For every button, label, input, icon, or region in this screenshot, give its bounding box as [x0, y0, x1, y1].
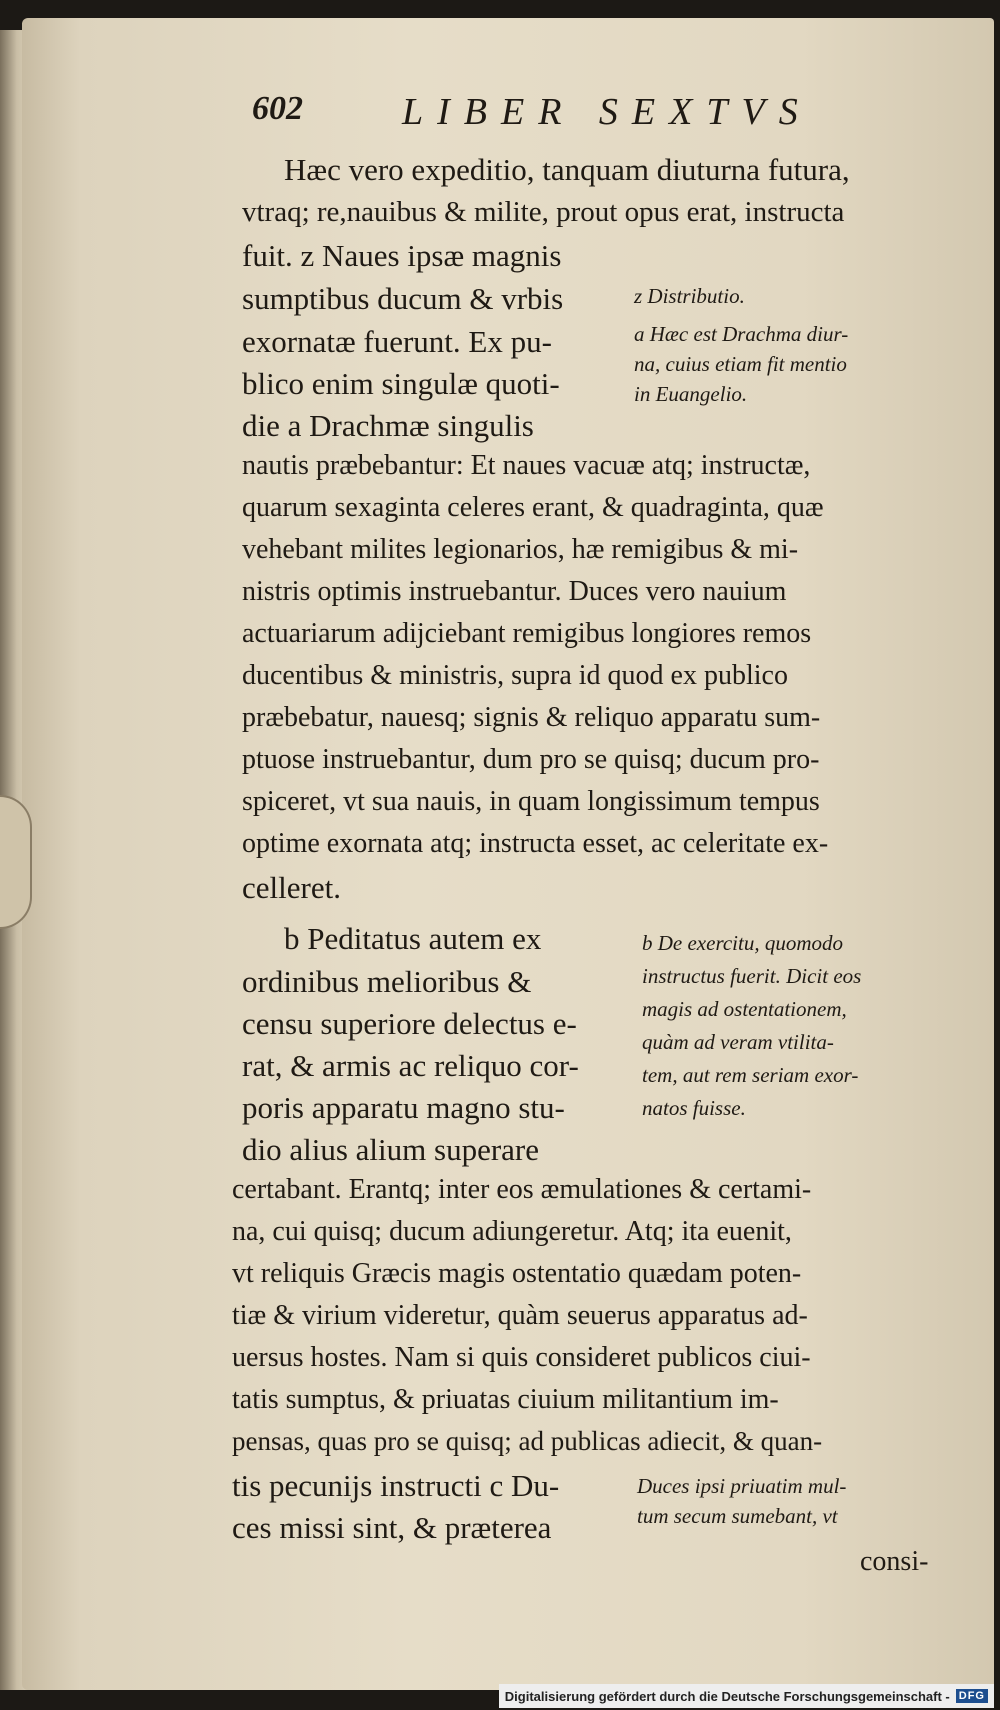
marginal-note: b De exercitu, quomodo — [642, 931, 843, 955]
body-line: vtraq; re,nauibus & milite, prout opus erat, instructa — [242, 196, 845, 228]
body-line: poris apparatu magno stu- — [242, 1090, 565, 1125]
body-line: celleret. — [242, 870, 341, 905]
book-title: LIBER SEXTVS — [402, 91, 812, 133]
book-page — [22, 18, 994, 1690]
body-line: na, cui quisq; ducum adiungeretur. Atq; ita euenit, — [232, 1216, 792, 1247]
body-line: quarum sexaginta celeres erant, & quadraginta, quæ — [242, 492, 824, 523]
book-clasp — [0, 795, 32, 929]
body-line: ces missi sint, & præterea — [232, 1510, 552, 1545]
catchword: consi- — [860, 1546, 929, 1577]
marginal-note: natos fuisse. — [642, 1096, 746, 1120]
body-line: uersus hostes. Nam si quis consideret publicos ciui- — [232, 1342, 811, 1373]
digitization-footer — [499, 1684, 994, 1708]
body-line: b Peditatus autem ex — [284, 921, 542, 956]
body-line: tiæ & virium videretur, quàm seuerus apparatus ad- — [232, 1300, 808, 1331]
body-line: certabant. Erantq; inter eos æmulationes & certami- — [232, 1174, 812, 1205]
marginal-note: quàm ad veram vtilita- — [642, 1030, 834, 1054]
body-line: vt reliquis Græcis magis ostentatio quædam poten- — [232, 1258, 802, 1289]
body-line: sumptibus ducum & vrbis — [242, 281, 564, 316]
marginal-note: Duces ipsi priuatim mul- — [637, 1474, 847, 1498]
footer-text: Digitalisierung gefördert durch die Deutsche Forschungsgemeinschaft - — [504, 1688, 950, 1704]
marginal-note: z Distributio. — [634, 284, 745, 308]
body-line: ptuose instruebantur, dum pro se quisq; ducum pro- — [242, 744, 820, 775]
marginal-note: a Hæc est Drachma diur- — [634, 322, 849, 346]
body-line: censu superiore delectus e- — [242, 1006, 577, 1041]
body-line: ordinibus melioribus & — [242, 964, 532, 999]
body-line: tis pecunijs instructi c Du- — [232, 1468, 560, 1503]
body-line: pensas, quas pro se quisq; ad publicas adiecit, & quan- — [232, 1426, 823, 1456]
marginal-note: tem, aut rem seriam exor- — [642, 1063, 859, 1087]
marginal-note: na, cuius etiam fit mentio — [634, 352, 847, 376]
body-line: ducentibus & ministris, supra id quod ex publico — [242, 660, 788, 691]
body-line: nistris optimis instruebantur. Duces vero nauium — [242, 576, 787, 607]
body-line: rat, & armis ac reliquo cor- — [242, 1048, 579, 1083]
marginal-note: instructus fuerit. Dicit eos — [642, 964, 862, 988]
body-line: blico enim singulæ quoti- — [242, 366, 560, 401]
body-line: tatis sumptus, & priuatas ciuium militantium im- — [232, 1384, 779, 1415]
body-line: nautis præbebantur: Et naues vacuæ atq; instructæ, — [242, 450, 811, 481]
dfg-logo-icon: DFG — [956, 1689, 988, 1703]
body-line: vehebant milites legionarios, hæ remigibus & mi- — [242, 534, 799, 565]
marginal-note: in Euangelio. — [634, 382, 748, 406]
body-line: spiceret, vt sua nauis, in quam longissimum tempus — [242, 786, 820, 817]
body-line: Hæc vero expeditio, tanquam diuturna futura, — [284, 152, 850, 187]
body-line: præbebatur, nauesq; signis & reliquo apparatu sum- — [242, 702, 821, 733]
body-line: fuit. z Naues ipsæ magnis — [242, 238, 562, 273]
marginal-note: magis ad ostentationem, — [642, 997, 847, 1021]
marginal-note: tum secum sumebant, vt — [637, 1504, 838, 1528]
body-line: dio alius alium superare — [242, 1132, 539, 1167]
page-number: 602 — [252, 90, 303, 127]
body-line: actuariarum adijciebant remigibus longiores remos — [242, 618, 812, 649]
body-line: exornatæ fuerunt. Ex pu- — [242, 324, 552, 359]
body-line: die a Drachmæ singulis — [242, 408, 534, 443]
body-line: optime exornata atq; instructa esset, ac celeritate ex- — [242, 828, 829, 859]
running-head — [252, 90, 972, 140]
